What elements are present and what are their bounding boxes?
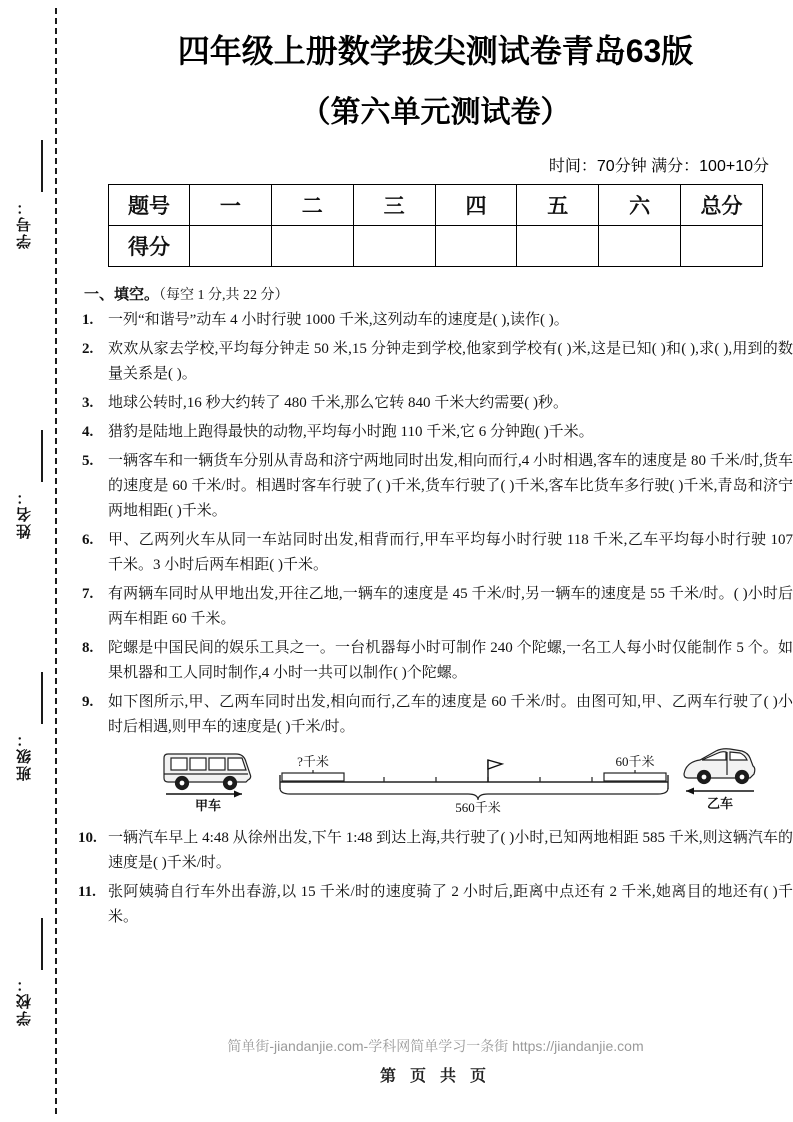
question-number: 4. bbox=[82, 424, 94, 441]
question-text: 陀螺是中国民间的娱乐工具之一。一台机器每小时可制作 240 个陀螺,一名工人每小时仅能制作 5 个。如果机器和工人同时制作,4 小时一共可以制作( )个陀螺。 bbox=[108, 640, 793, 682]
question-number: 5. bbox=[82, 453, 94, 470]
margin-label-student-id: 学号： bbox=[17, 198, 33, 249]
score-cell-total[interactable] bbox=[681, 226, 763, 267]
question-number: 6. bbox=[82, 532, 94, 549]
question-text: 张阿姨骑自行车外出春游,以 15 千米/时的速度骑了 2 小时后,距离中点还有 2 千米,她离目的地还有( )千米。 bbox=[108, 884, 793, 926]
question-text: 有两辆车同时从甲地出发,开往乙地,一辆车的速度是 45 千米/时,另一辆车的速度是 55 千米/时。( )小时后两车相距 60 千米。 bbox=[108, 586, 793, 628]
question-number: 8. bbox=[82, 640, 94, 657]
question-text: 甲、乙两列火车从同一车站同时出发,相背而行,甲车平均每小时行驶 118 千米,乙车平均每小时行驶 107 千米。3 小时后两车相距( )千米。 bbox=[108, 532, 793, 574]
seal-margin bbox=[0, 0, 78, 1122]
question-number: 7. bbox=[82, 586, 94, 603]
question-text: 一辆汽车早上 4:48 从徐州出发,下午 1:48 到达上海,共行驶了( )小时,已知两地相距 585 千米,则这辆汽车的速度是( )千米/时。 bbox=[108, 830, 793, 872]
right-segment-bracket bbox=[604, 770, 666, 781]
question-item-4 bbox=[78, 420, 793, 445]
left-segment-bracket bbox=[282, 770, 344, 781]
question-item-6 bbox=[78, 528, 793, 578]
question-number: 9. bbox=[82, 694, 94, 711]
question-item-7 bbox=[78, 582, 793, 632]
section-heading-title: 一、填空。 bbox=[84, 287, 160, 304]
meeting-point-flag bbox=[488, 760, 502, 782]
score-table-row-label-score: 得分 bbox=[109, 226, 190, 267]
page-content bbox=[78, 0, 793, 1122]
question-number: 3. bbox=[82, 395, 94, 412]
question-list bbox=[78, 308, 793, 930]
section-heading-points: （每空 1 分,共 22 分） bbox=[159, 288, 289, 304]
question-text: 猎豹是陆地上跑得最快的动物,平均每小时跑 110 千米,它 6 分钟跑( )千米。 bbox=[108, 424, 594, 441]
score-table-row-label-number: 题号 bbox=[109, 185, 190, 226]
bus-direction-arrow bbox=[166, 791, 242, 798]
score-table bbox=[108, 184, 763, 267]
question-item-8 bbox=[78, 636, 793, 686]
question-text: 地球公转时,16 秒大约转了 480 千米,那么它转 840 千米大约需要( )秒。 bbox=[108, 395, 568, 412]
figure-label-right-vehicle: 乙车 bbox=[706, 796, 734, 812]
question-text: 一列“和谐号”动车 4 小时行驶 1000 千米,这列动车的速度是( ),读作( )。 bbox=[108, 312, 569, 329]
question-item-3 bbox=[78, 391, 793, 416]
margin-label-school: 学校： bbox=[17, 975, 33, 1026]
page-footer bbox=[78, 1036, 793, 1086]
score-cell-3[interactable] bbox=[353, 226, 435, 267]
footer-page-number: 第 页 共 页 bbox=[379, 1068, 491, 1085]
question-number: 2. bbox=[82, 341, 94, 358]
figure-label-right-segment: 60千米 bbox=[615, 754, 655, 770]
score-cell-2[interactable] bbox=[271, 226, 353, 267]
exam-meta-info: 时间：70分钟 满分：100+10分 bbox=[548, 158, 769, 176]
margin-label-name: 姓名： bbox=[17, 488, 33, 539]
question-text: 欢欢从家去学校,平均每分钟走 50 米,15 分钟走到学校,他家到学校有( )米,这是已知( )和( ),求( ),用到的数量关系是( )。 bbox=[108, 341, 793, 383]
score-table-header-row bbox=[109, 185, 763, 226]
score-table-col-5: 五 bbox=[517, 185, 599, 226]
figure-label-left-vehicle: 甲车 bbox=[194, 798, 222, 814]
page-title: 四年级上册数学拔尖测试卷青岛63版 bbox=[177, 33, 694, 69]
question-number: 1. bbox=[82, 312, 94, 329]
score-cell-4[interactable] bbox=[435, 226, 517, 267]
question-text: 一辆客车和一辆货车分别从青岛和济宁两地同时出发,相向而行,4 小时相遇,客车的速度是 80 千米/时,货车的速度是 60 千米/时。相遇时客车行驶了( )千米,货车行驶了( )千米,客车比货车多行驶( )千米,青岛和济宁两地相距( )千米。 bbox=[108, 453, 793, 520]
figure-label-left-segment: ?千米 bbox=[297, 754, 329, 770]
meeting-problem-diagram bbox=[138, 744, 758, 822]
question-number: 10. bbox=[78, 830, 97, 847]
score-table-col-3: 三 bbox=[353, 185, 435, 226]
figure-label-total-distance: 560千米 bbox=[455, 800, 501, 816]
margin-label-class: 班级： bbox=[17, 730, 33, 781]
section-heading bbox=[84, 283, 793, 304]
score-table-col-1: 一 bbox=[190, 185, 272, 226]
question-item-11 bbox=[78, 880, 793, 930]
score-table-col-2: 二 bbox=[271, 185, 353, 226]
seal-tick-4 bbox=[41, 918, 43, 970]
score-cell-1[interactable] bbox=[190, 226, 272, 267]
score-table-col-6: 六 bbox=[599, 185, 681, 226]
question-text: 如下图所示,甲、乙两车同时出发,相向而行,乙车的速度是 60 千米/时。由图可知,甲、乙两车行驶了( )小时后相遇,则甲车的速度是( )千米/时。 bbox=[108, 694, 793, 736]
footer-site-watermark: 简单街-jiandanjie.com-学科网简单学习一条街 https://jiandanjie.com bbox=[227, 1038, 644, 1054]
total-distance-brace bbox=[280, 788, 668, 800]
question-item-2 bbox=[78, 337, 793, 387]
seal-dashed-line bbox=[55, 8, 57, 1114]
car-icon bbox=[684, 749, 755, 784]
question-item-10 bbox=[78, 826, 793, 876]
car-direction-arrow bbox=[686, 788, 754, 795]
question-9-figure bbox=[138, 744, 758, 822]
question-item-5 bbox=[78, 449, 793, 524]
question-item-9 bbox=[78, 690, 793, 822]
page-subtitle: （第六单元测试卷） bbox=[300, 96, 571, 130]
score-cell-5[interactable] bbox=[517, 226, 599, 267]
seal-tick-3 bbox=[41, 672, 43, 724]
score-cell-6[interactable] bbox=[599, 226, 681, 267]
score-table-col-total: 总分 bbox=[681, 185, 763, 226]
bus-icon bbox=[164, 754, 251, 790]
seal-tick-1 bbox=[41, 140, 43, 192]
question-number: 11. bbox=[78, 884, 96, 901]
score-table-score-row bbox=[109, 226, 763, 267]
seal-tick-2 bbox=[41, 430, 43, 482]
score-table-col-4: 四 bbox=[435, 185, 517, 226]
question-item-1 bbox=[78, 308, 793, 333]
